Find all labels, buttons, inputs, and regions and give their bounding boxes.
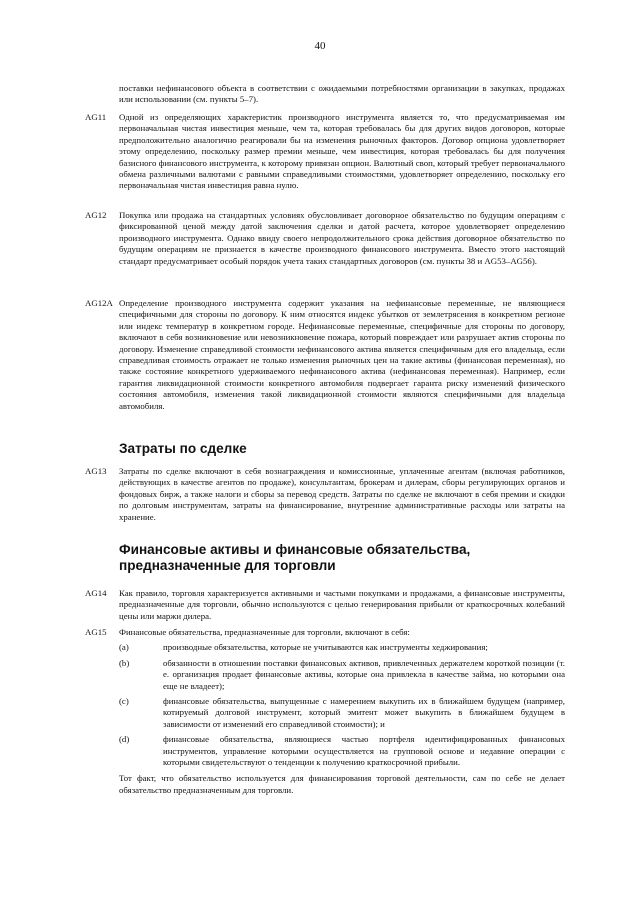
paragraph-code: AG12 — [85, 210, 107, 220]
list-item — [119, 658, 565, 692]
paragraph-ag12a — [85, 298, 565, 412]
page-number: 40 — [314, 40, 326, 52]
list-marker: (a) — [119, 642, 129, 653]
list-item — [119, 696, 565, 730]
paragraph-ag14 — [85, 588, 565, 622]
paragraph-code: AG14 — [85, 588, 107, 598]
list-item-text: финансовые обязательства, являющиеся частью портфеля идентифицированных финансовых инструментов, управление которыми осуществляется на групповой основе и недавние операции с которыми свидетельствуют о тенденции к получению краткосрочной прибыли. — [163, 734, 565, 768]
paragraph-ag11 — [85, 112, 565, 192]
paragraph-trailing-text: Тот факт, что обязательство используется для финансирования торговой деятельности, сам по себе не делает обязательство предназначенным для торговли. — [119, 773, 565, 795]
paragraph-lead: Финансовые обязательства, предназначенные для торговли, включают в себя: — [119, 627, 410, 637]
intro-text: поставки нефинансового объекта в соответствии с ожидаемыми потребностями организации в закупках, продажах или использовании (см. пункты 5–7). — [119, 83, 565, 105]
list-marker: (c) — [119, 696, 129, 707]
paragraph-text: Покупка или продажа на стандартных условиях обусловливает договорное обязательство по будущим операциям с фиксированной ценой между датой заключения сделки и датой расчета, которое удовлетворяет определению производного инструмента. Однако ввиду своего непродолжительного срока действия договорное обязательство по будущим операциям не признается в качестве производного финансового инструмента. Вместо этого настоящий стандарт предусматривает особый порядок учета таких стандартных договоров (см. пункты 38 и AG53–AG56). — [119, 210, 565, 266]
intro-paragraph — [85, 83, 565, 106]
paragraph-text: Затраты по сделке включают в себя вознаграждения и комиссионные, уплаченные агентам (включая работников, действующих в качестве агентов по продаже), консультантам, брокерам и дилерам, сборы регулирующих органов и фондовых бирж, а также налоги и сборы за перевод средств. Затраты по сделке не включают в себя премии и скидки по долговым инструментам, затраты на финансирование, внутренние административные расходы или затраты на хранение. — [119, 466, 565, 522]
paragraph-ag15 — [85, 627, 565, 796]
paragraph-ag13 — [85, 466, 565, 523]
paragraph-code: AG11 — [85, 112, 107, 122]
section-heading-transaction-costs: Затраты по сделке — [119, 441, 247, 456]
paragraph-code: AG15 — [85, 627, 107, 637]
paragraph-text: Одной из определяющих характеристик производного инструмента является то, что предусматриваемая им первоначальная чистая инвестиция меньше, чем та, которая требовалась бы для других видов договоров, которые предположительно аналогично реагировали бы на изменения рыночных факторов. Договор опциона удовлетворяет этому определению, поскольку размер премии меньше, чем инвестиция, которая требовалась бы для получения базисного финансового инструмента, к которому привязан опцион. Валютный своп, который требует первоначального обмена различными валютами с равными справедливыми стоимостями, удовлетворяет определению, поскольку его первоначальная чистая инвестиция равна нулю. — [119, 112, 565, 191]
list-item — [119, 734, 565, 768]
list-item — [119, 642, 565, 653]
paragraph-ag12 — [85, 210, 565, 267]
paragraph-code: AG13 — [85, 466, 107, 476]
list-item-text: обязанности в отношении поставки финансовых активов, привлеченных держателем короткой позиции (т. е. организация продает финансовые активы, которые она привлекла в качестве займа, но которыми она еще не владеет); — [163, 657, 565, 691]
list-marker: (b) — [119, 657, 130, 668]
list-marker: (d) — [119, 734, 130, 745]
list-item-text: производные обязательства, которые не учитываются как инструменты хеджирования; — [163, 642, 488, 653]
list-item-text: финансовые обязательства, выпущенные с намерением выкупить их в ближайшем будущем (например, котируемый долговой инструмент, который эмитент может выкупить в ближайшем будущем в зависимости от изменений его справедливой стоимости); и — [163, 696, 565, 729]
section-heading-held-for-trading: Финансовые активы и финансовые обязательства, предназначенные для торговли — [119, 542, 471, 573]
paragraph-text: Как правило, торговля характеризуется активными и частыми покупками и продажами, а финансовые инструменты, предназначенные для торговли, обычно используются с целью генерирования прибыли от краткосрочных колебаний цены или маржи дилера. — [119, 588, 565, 621]
paragraph-body — [119, 627, 565, 796]
paragraph-text: Определение производного инструмента содержит указания на нефинансовые переменные, не являющиеся специфичными для стороны по договору. К ним относятся индекс убытков от землетрясения в конкретном регионе или индекс температур в конкретном городе. Нефинансовые переменные, специфичные для стороны по договору, включают в себя возникновение или невозникновение пожара, который повреждает или разрушает актив стороны по договору. Изменение справедливой стоимости нефинансового актива является специфичным для его владельца, если справедливая стоимость отражает не только изменения рыночных цен на такие активы (финансовая переменная), но также состояние конкретного удерживаемого нефинансового актива (нефинансовая переменная). Например, если гарантия ликвидационной стоимости конкретного автомобиля подвергает гаранта риску изменений физического состояния автомобиля, изменения такой ликвидационной стоимости являются специфичными для владельца автомобиля. — [119, 298, 565, 411]
paragraph-code: AG12A — [85, 298, 113, 308]
